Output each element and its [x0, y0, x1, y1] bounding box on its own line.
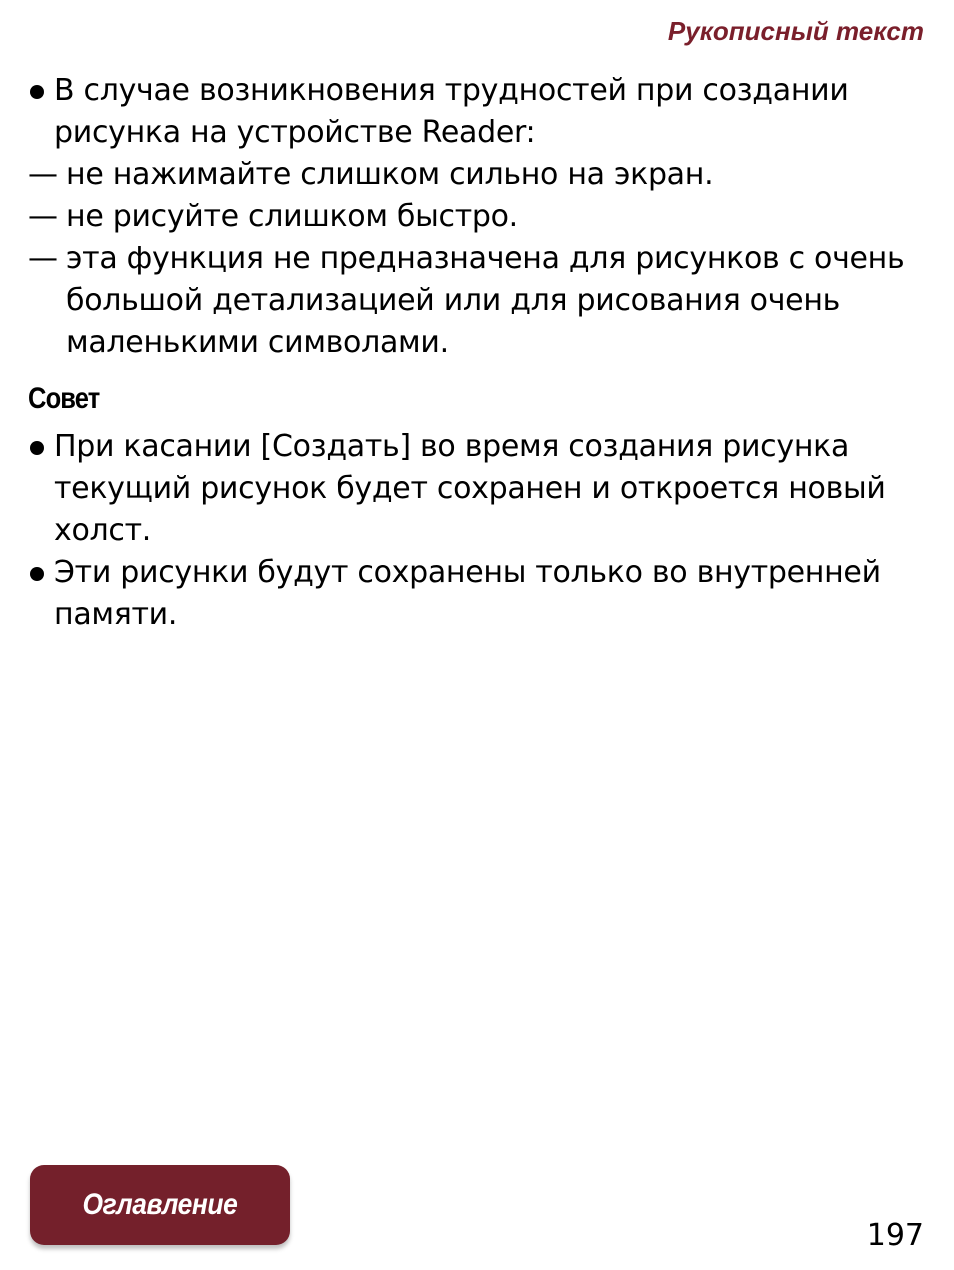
table-of-contents-button[interactable] [30, 1165, 290, 1245]
list-item-tip-create [28, 426, 928, 552]
list-item-difficulties [28, 70, 928, 154]
dash-item-text: не нажимайте слишком сильно на экран. [66, 157, 714, 192]
list-item-tip-memory [28, 552, 928, 636]
list-item-text: Эти рисунки будут сохранены только во внутренней памяти. [54, 555, 881, 632]
dash-list [28, 154, 928, 364]
dash-item-text: эта функция не предназначена для рисунков с очень большой детализацией или для рисования очень маленькими символами. [66, 241, 905, 360]
bullet-icon [30, 441, 44, 455]
tip-heading: Совет [28, 382, 100, 415]
dash-icon: — [28, 157, 58, 192]
dash-list-item [28, 196, 928, 238]
list-item-text: При касании [Создать] во время создания рисунка текущий рисунок будет сохранен и откроется новый холст. [54, 429, 886, 548]
list-item-text: В случае возникновения трудностей при создании рисунка на устройстве Reader: [54, 73, 849, 150]
page-content [28, 70, 928, 636]
dash-list-item [28, 154, 928, 196]
dash-icon: — [28, 241, 58, 276]
dash-item-text: не рисуйте слишком быстро. [66, 199, 518, 234]
page-number: 197 [866, 1218, 924, 1253]
dash-list-item [28, 238, 928, 364]
bullet-icon [30, 567, 44, 581]
bullet-icon [30, 85, 44, 99]
running-header-section-title: Рукописный текст [667, 16, 924, 46]
table-of-contents-label: Оглавление [82, 1188, 238, 1221]
dash-icon: — [28, 199, 58, 234]
